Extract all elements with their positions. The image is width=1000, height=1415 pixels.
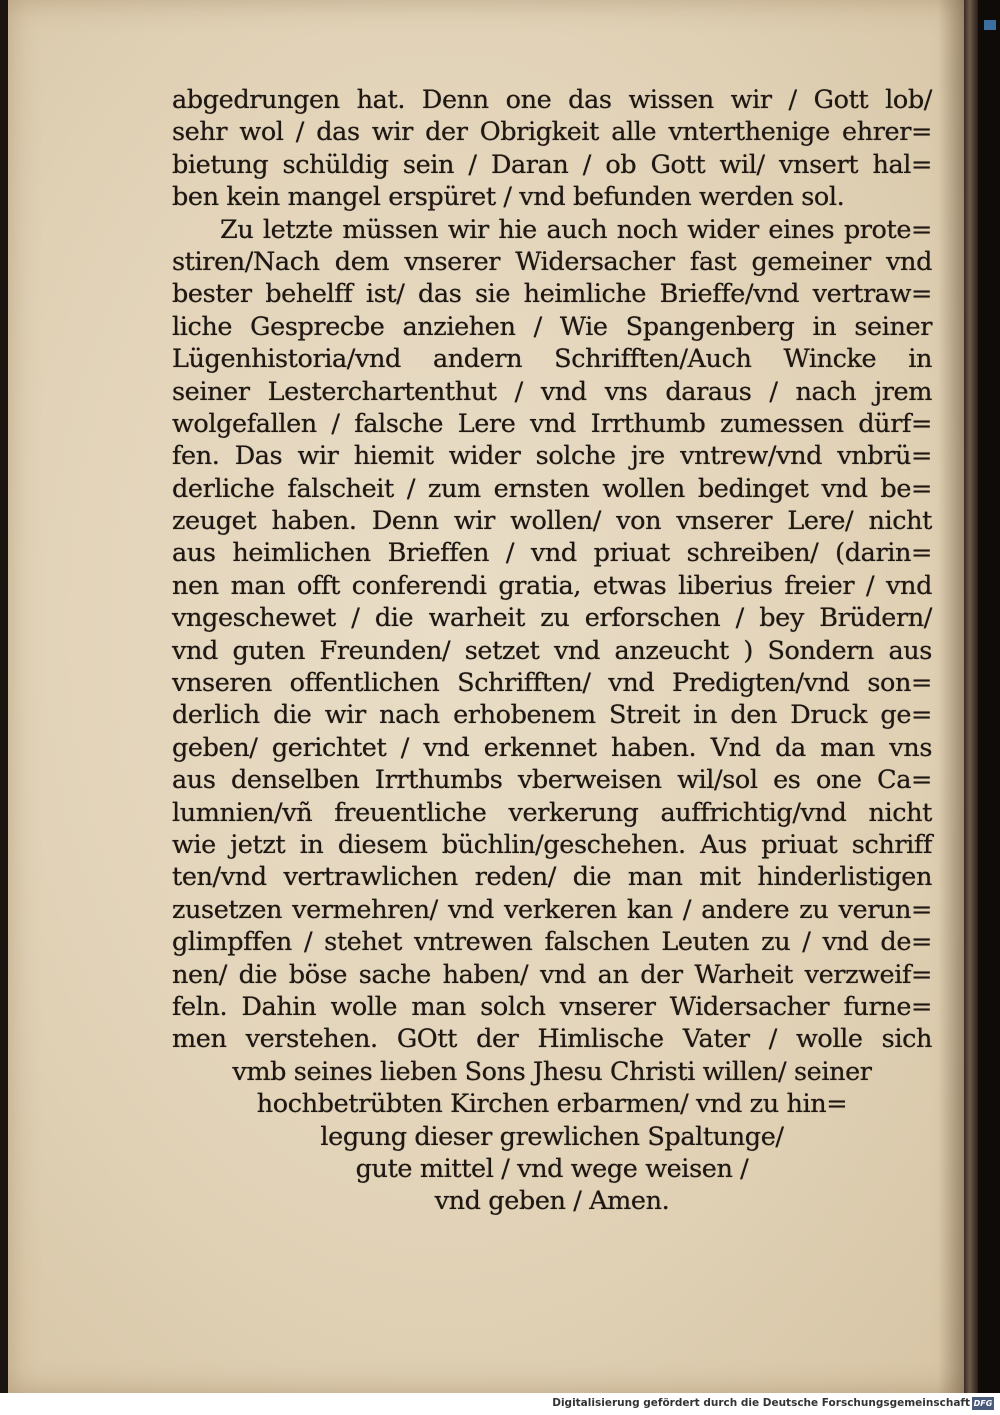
text-line: aus heimlichen Brieffen / vnd priuat schreiben/ (darin= bbox=[172, 538, 932, 569]
color-marker bbox=[984, 20, 996, 30]
page-text bbox=[172, 84, 932, 1218]
text-line: liche Gesprecbe anziehen / Wie Spangenberg in seiner bbox=[172, 311, 932, 342]
closing-line: vnd geben / Amen. bbox=[434, 1186, 670, 1217]
text-line: Lügenhistoria/vnd andern Schrifften/Auch Wincke in bbox=[172, 344, 932, 375]
text-line: zusetzen vermehren/ vnd verkeren kan / andere zu verun= bbox=[172, 894, 932, 925]
text-line: vnd guten Freunden/ setzet vnd anzeucht ) Sondern aus bbox=[172, 635, 932, 666]
closing-line: vmb seines lieben Sons Jhesu Christi willen/ seiner bbox=[232, 1056, 872, 1087]
footer-bar bbox=[0, 1393, 1000, 1415]
page-edge bbox=[964, 0, 978, 1393]
text-line: sehr wol / das wir der Obrigkeit alle vnterthenige ehrer= bbox=[172, 117, 932, 148]
text-line: abgedrungen hat. Denn one das wissen wir / Gott lob/ bbox=[172, 85, 932, 115]
text-line: geben/ gerichtet / vnd erkennet haben. Vnd da man vns bbox=[172, 732, 932, 763]
scan-border bbox=[978, 0, 1000, 1393]
text-line: wolgefallen / falsche Lere vnd Irrthumb zumessen dürf= bbox=[172, 408, 932, 439]
text-line: bester behelff ist/ das sie heimliche Brieffe/vnd vertraw= bbox=[172, 279, 932, 310]
paragraph-first-line: Zu letzte müssen wir hie auch noch wider eines prote= bbox=[220, 214, 932, 245]
text-line: stiren/Nach dem vnserer Widersacher fast gemeiner vnd bbox=[172, 246, 932, 277]
text-line: aus denselben Irrthumbs vberweisen wil/sol es one Ca= bbox=[172, 765, 932, 796]
dfg-logo-icon: DFG bbox=[973, 1399, 993, 1408]
page-fold-shadow bbox=[938, 0, 964, 1393]
text-line: fen. Das wir hiemit wider solche jre vntrew/vnd vnbrü= bbox=[172, 441, 932, 472]
funding-credit: Digitalisierung gefördert durch die Deutsche Forschungsgemeinschaft bbox=[552, 1397, 970, 1409]
text-line: zeuget haben. Denn wir wollen/ von vnserer Lere/ nicht bbox=[172, 506, 932, 537]
text-line: seiner Lesterchartenthut / vnd vns daraus / nach jrem bbox=[172, 376, 932, 407]
text-line: nen man offt conferendi gratia, etwas liberius freier / vnd bbox=[172, 570, 932, 601]
text-line: ten/vnd vertrawlichen reden/ die man mit hinderlistigen bbox=[172, 862, 932, 893]
text-line: bietung schüldig sein / Daran / ob Gott wil/ vnsert hal= bbox=[172, 149, 932, 180]
text-line: ben kein mangel erspüret / vnd befunden werden sol. bbox=[172, 182, 845, 213]
text-line: derliche falscheit / zum ernsten wollen bedinget vnd be= bbox=[172, 473, 932, 504]
text-line: vngeschewet / die warheit zu erforschen / bey Brüdern/ bbox=[172, 603, 932, 634]
text-line: vnseren offentlichen Schrifften/ vnd Predigten/vnd son= bbox=[172, 668, 932, 699]
closing-line: gute mittel / vnd wege weisen / bbox=[355, 1153, 749, 1184]
text-line: glimpffen / stehet vntrewen falschen Leuten zu / vnd de= bbox=[172, 927, 932, 958]
text-line: lumnien/vñ freuentliche verkerung auffrichtig/vnd nicht bbox=[172, 797, 932, 828]
text-line: derlich die wir nach erhobenem Streit in den Druck ge= bbox=[172, 700, 932, 731]
text-line: feln. Dahin wolle man solch vnserer Widersacher furne= bbox=[172, 991, 932, 1022]
closing-line: legung dieser grewlichen Spaltunge/ bbox=[320, 1121, 784, 1152]
text-line: nen/ die böse sache haben/ vnd an der Warheit verzweif= bbox=[172, 959, 932, 990]
text-line: men verstehen. GOtt der Himlische Vater / wolle sich bbox=[172, 1024, 932, 1055]
closing-line: hochbetrübten Kirchen erbarmen/ vnd zu hin= bbox=[256, 1089, 848, 1120]
text-line: wie jetzt in diesem büchlin/geschehen. Aus priuat schriff bbox=[172, 829, 932, 860]
